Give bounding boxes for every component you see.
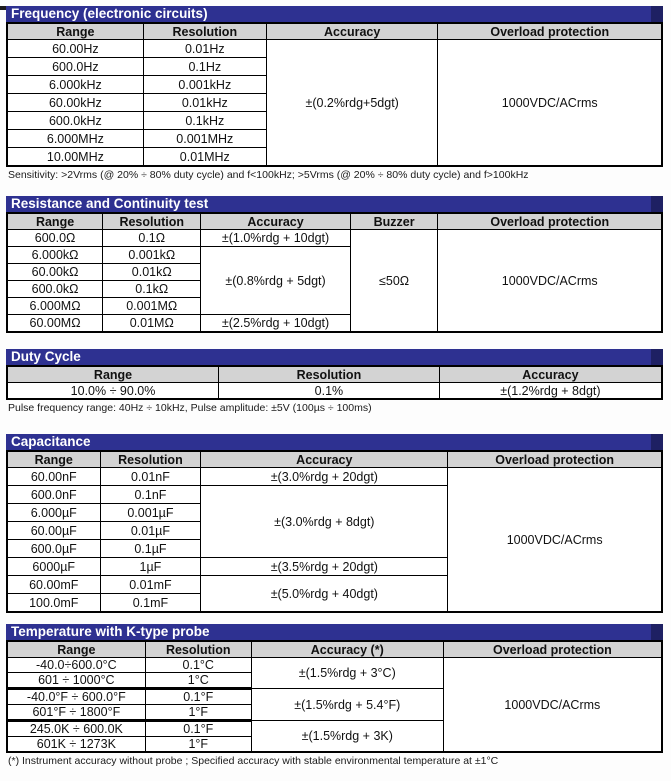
- range-cell: 60.00µF: [7, 522, 100, 540]
- column-header-resolution: Resolution: [100, 451, 201, 468]
- resolution-cell: 0.1°C: [145, 658, 251, 673]
- accuracy-cell: ±(0.8%rdg + 5dgt): [201, 247, 350, 315]
- resistance-table: [6, 212, 663, 333]
- resolution-cell: 0.1%: [219, 383, 440, 400]
- column-header-overload: Overload protection: [438, 213, 662, 230]
- accuracy-cell: ±(2.5%rdg + 10dgt): [201, 315, 350, 333]
- duty-cycle-footnote: Pulse frequency range: 40Hz ÷ 10kHz, Pulse amplitude: ±5V (100µs ÷ 100ms): [8, 402, 372, 414]
- column-header-resolution: Resolution: [103, 213, 201, 230]
- header-row: [7, 23, 662, 40]
- buzzer-cell: ≤50Ω: [350, 230, 438, 333]
- resolution-cell: 0.001kHz: [143, 76, 266, 94]
- resolution-cell: 0.1µF: [100, 540, 201, 558]
- section-title-label: Resistance and Continuity test: [11, 196, 209, 211]
- resolution-cell: 0.1Hz: [143, 58, 266, 76]
- column-header-range: Range: [7, 641, 145, 658]
- column-header-accuracy: Accuracy: [439, 366, 662, 383]
- range-cell: 600.0kΩ: [7, 281, 103, 298]
- title-bar-cap: [651, 6, 663, 22]
- resolution-cell: 0.1°F: [145, 689, 251, 705]
- range-cell: 100.0mF: [7, 594, 100, 613]
- section-title-label: Duty Cycle: [11, 349, 81, 364]
- frequency-table: [6, 22, 663, 167]
- resolution-cell: 0.01mF: [100, 576, 201, 594]
- range-cell: 10.0% ÷ 90.0%: [7, 383, 219, 400]
- header-row: [7, 366, 662, 383]
- resolution-cell: 0.1mF: [100, 594, 201, 613]
- range-cell: 6.000µF: [7, 504, 100, 522]
- range-cell: 600.0kHz: [7, 112, 143, 130]
- range-cell: 600.0µF: [7, 540, 100, 558]
- resolution-cell: 0.1kHz: [143, 112, 266, 130]
- column-header-resolution: Resolution: [143, 23, 266, 40]
- range-cell: 245.0K ÷ 600.0K: [7, 721, 145, 737]
- resolution-cell: 1°F: [145, 705, 251, 721]
- resolution-cell: 1µF: [100, 558, 201, 576]
- accuracy-cell: ±(5.0%rdg + 40dgt): [201, 576, 448, 613]
- range-cell: 60.00kHz: [7, 94, 143, 112]
- range-cell: 10.00MHz: [7, 148, 143, 167]
- table-row: [7, 40, 662, 58]
- resolution-cell: 0.001MHz: [143, 130, 266, 148]
- section-capacitance: [6, 434, 663, 613]
- accuracy-cell: ±(3.0%rdg + 8dgt): [201, 486, 448, 558]
- range-cell: 60.00nF: [7, 468, 100, 486]
- overload-cell: 1000VDC/ACrms: [448, 468, 662, 613]
- resolution-cell: 0.001µF: [100, 504, 201, 522]
- resolution-cell: 0.1°F: [145, 721, 251, 737]
- range-cell: 6.000MHz: [7, 130, 143, 148]
- accuracy-cell: ±(1.5%rdg + 3K): [251, 721, 443, 753]
- section-title-frequency: [6, 6, 663, 22]
- temperature-footnote: (*) Instrument accuracy without probe ; Specified accuracy with stable environmental temperature at ±1°C: [8, 755, 499, 767]
- resolution-cell: 1°C: [145, 673, 251, 689]
- resolution-cell: 0.01MΩ: [103, 315, 201, 333]
- column-header-buzzer: Buzzer: [350, 213, 438, 230]
- overload-cell: 1000VDC/ACrms: [438, 40, 662, 167]
- column-header-accuracy: Accuracy (*): [251, 641, 443, 658]
- range-cell: 600.0Hz: [7, 58, 143, 76]
- accuracy-cell: ±(0.2%rdg+5dgt): [266, 40, 438, 167]
- range-cell: 60.00MΩ: [7, 315, 103, 333]
- temperature-table: [6, 640, 663, 753]
- resolution-cell: 0.1Ω: [103, 230, 201, 247]
- title-bar-cap: [651, 434, 663, 450]
- range-cell: 601 ÷ 1000°C: [7, 673, 145, 689]
- range-cell: 600.0nF: [7, 486, 100, 504]
- header-row: [7, 213, 662, 230]
- range-cell: -40.0÷600.0°C: [7, 658, 145, 673]
- section-title-resistance: [6, 196, 663, 212]
- overload-cell: 1000VDC/ACrms: [438, 230, 662, 333]
- capacitance-table: [6, 450, 663, 613]
- section-title-label: Capacitance: [11, 434, 91, 449]
- table-row: [7, 383, 662, 400]
- column-header-accuracy: Accuracy: [266, 23, 438, 40]
- section-temperature: [6, 624, 663, 767]
- range-cell: 6.000kHz: [7, 76, 143, 94]
- section-duty-cycle: [6, 349, 663, 414]
- resolution-cell: 0.01µF: [100, 522, 201, 540]
- accuracy-cell: ±(3.0%rdg + 20dgt): [201, 468, 448, 486]
- range-cell: 6000µF: [7, 558, 100, 576]
- resolution-cell: 0.001MΩ: [103, 298, 201, 315]
- title-bar-cap: [651, 624, 663, 640]
- accuracy-cell: ±(1.0%rdg + 10dgt): [201, 230, 350, 247]
- resolution-cell: 0.1kΩ: [103, 281, 201, 298]
- column-header-resolution: Resolution: [219, 366, 440, 383]
- range-cell: -40.0°F ÷ 600.0°F: [7, 689, 145, 705]
- column-header-overload: Overload protection: [448, 451, 662, 468]
- section-title-duty-cycle: [6, 349, 663, 365]
- resolution-cell: 0.001kΩ: [103, 247, 201, 264]
- range-cell: 6.000MΩ: [7, 298, 103, 315]
- column-header-accuracy: Accuracy: [201, 213, 350, 230]
- table-row: [7, 468, 662, 486]
- range-cell: 601K ÷ 1273K: [7, 737, 145, 753]
- resolution-cell: 0.01kΩ: [103, 264, 201, 281]
- resolution-cell: 0.1nF: [100, 486, 201, 504]
- section-title-label: Temperature with K-type probe: [11, 624, 210, 639]
- frequency-footnote: Sensitivity: >2Vrms (@ 20% ÷ 80% duty cycle) and f<100kHz; >5Vrms (@ 20% ÷ 80% duty cycle) and f>100kHz: [8, 169, 529, 181]
- column-header-overload: Overload protection: [443, 641, 662, 658]
- table-row: [7, 230, 662, 247]
- header-row: [7, 641, 662, 658]
- accuracy-cell: ±(1.5%rdg + 3°C): [251, 658, 443, 689]
- column-header-range: Range: [7, 213, 103, 230]
- range-cell: 601°F ÷ 1800°F: [7, 705, 145, 721]
- range-cell: 600.0Ω: [7, 230, 103, 247]
- section-resistance: [6, 196, 663, 333]
- column-header-overload: Overload protection: [438, 23, 662, 40]
- resolution-cell: 0.01Hz: [143, 40, 266, 58]
- table-row: [7, 658, 662, 673]
- resolution-cell: 0.01MHz: [143, 148, 266, 167]
- overload-cell: 1000VDC/ACrms: [443, 658, 662, 753]
- accuracy-cell: ±(3.5%rdg + 20dgt): [201, 558, 448, 576]
- accuracy-cell: ±(1.2%rdg + 8dgt): [439, 383, 662, 400]
- section-title-temperature: [6, 624, 663, 640]
- duty-cycle-table: [6, 365, 663, 400]
- section-title-capacitance: [6, 434, 663, 450]
- column-header-accuracy: Accuracy: [201, 451, 448, 468]
- section-frequency: [6, 6, 663, 181]
- column-header-resolution: Resolution: [145, 641, 251, 658]
- column-header-range: Range: [7, 23, 143, 40]
- accuracy-cell: ±(1.5%rdg + 5.4°F): [251, 689, 443, 721]
- header-row: [7, 451, 662, 468]
- resolution-cell: 1°F: [145, 737, 251, 753]
- resolution-cell: 0.01nF: [100, 468, 201, 486]
- range-cell: 60.00kΩ: [7, 264, 103, 281]
- title-bar-cap: [651, 196, 663, 212]
- title-bar-cap: [651, 349, 663, 365]
- range-cell: 60.00Hz: [7, 40, 143, 58]
- range-cell: 6.000kΩ: [7, 247, 103, 264]
- column-header-range: Range: [7, 451, 100, 468]
- range-cell: 60.00mF: [7, 576, 100, 594]
- section-title-label: Frequency (electronic circuits): [11, 6, 208, 21]
- column-header-range: Range: [7, 366, 219, 383]
- resolution-cell: 0.01kHz: [143, 94, 266, 112]
